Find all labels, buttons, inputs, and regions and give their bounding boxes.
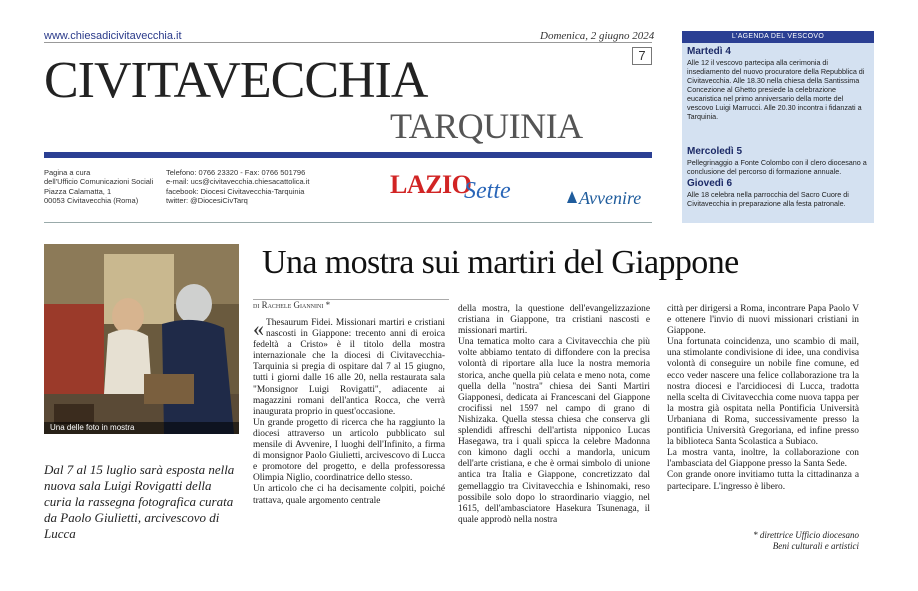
contacts-channels (166, 168, 310, 206)
contact-email[interactable]: e-mail: ucs@civitavecchia.chiesacattolica.it (166, 177, 310, 187)
paragraph: Con grande onore invitiamo tutta la cittadinanza a partecipare. L'ingresso è libero. (667, 470, 859, 492)
signature-office: Beni culturali e artistici (772, 541, 859, 551)
top-rule (44, 42, 652, 43)
photo-caption: Una delle foto in mostra (44, 422, 239, 434)
avvenire-icon (566, 190, 578, 204)
paragraph: Un grande progetto di ricerca che ha raggiunto la diocesi attraverso un articolo pubblicato sul mensile di Avvenire, I luoghi dell'Infinito, a firma di monsignor Paolo Giulietti, arcivescovo di Lucca e promotore del progetto, e della professoressa Olimpia Niglio, coordinatrice dello stesso. (253, 417, 445, 484)
contact-line: dell'Ufficio Comunicazioni Sociali (44, 177, 154, 187)
paragraph: La mostra vanta, inoltre, la collaborazione con l'ambasciata del Giappone presso la Santa Sede. (667, 448, 859, 470)
header-bottom-rule (44, 222, 652, 223)
agenda-day: Giovedì 6 (687, 178, 733, 189)
contact-line: 00053 Civitavecchia (Roma) (44, 196, 139, 206)
masthead-title: CIVITAVECCHIA (44, 52, 428, 109)
article-column-1 (253, 318, 445, 507)
byline: di Rachele Giannini * (253, 300, 331, 310)
signature-role: * direttrice Ufficio diocesano (753, 530, 859, 540)
article-column-3 (667, 304, 859, 493)
agenda-day: Martedì 4 (687, 46, 731, 57)
contact-line: Piazza Calamatta, 1 (44, 186, 112, 196)
paragraph: Una fortunata coincidenza, uno scambio di mail, una stimolante condivisione di idee, una condivisa volontà di conseguire un nobile fine comune, ed ecco veder nascere una felice collaborazione tra la nostra diocesi e l'arcidiocesi di Lucca, tradotta nella scelta di Civitavecchia come nuova tappa per la mostra già ospitata nella Pontificia Università Urbaniana di Roma, successivamente presso la pontificia Università Gregoriana, ed infine presso la biblioteca Santa Scolastica a Subiaco. (667, 337, 859, 448)
contact-phone: Telefono: 0766 23320 - Fax: 0766 501796 (166, 168, 306, 177)
agenda-day: Mercoledì 5 (687, 146, 743, 157)
masthead-bar (44, 152, 652, 158)
contact-line: Pagina a cura (44, 168, 91, 177)
author-signature (667, 530, 859, 552)
contact-facebook[interactable]: facebook: Diocesi Civitavecchia-Tarquinia (166, 186, 305, 196)
article-photo (44, 244, 239, 434)
paragraph: città per dirigersi a Roma, incontrare Papa Paolo V e ottenere l'invio di nuovi missionari cristiani in Giappone. (667, 304, 859, 337)
sette-logo: Sette (464, 178, 511, 204)
article-headline: Una mostra sui martiri del Giappone (262, 244, 739, 281)
paragraph: Una tematica molto cara a Civitavecchia che più volte abbiamo tentato di diffondere con la precisa volontà di riportare alla luce la nostra memoria storica, anche quella più celata e meno nota, come quella della "nostra" chiesa dei Santi Martiri Giapponesi, dedicata ai Francescani del Giappone crocifissi nel 1597 nel campo di grano di Nishizaka. Quella stessa chiesa che conserva gli splendidi affreschi dell'artista nipponico Lucas Hasegawa, tra i quali spicca la celebre Madonna con kimono dagli occhi a mandorla, unicum dell'arte cristiana, e che è ormai simbolo di unione antica tra Italia e Giappone, concretizzato dal gemellaggio tra Civitavecchia e Ishinomaki, reso possibile solo dopo lo straordinario viaggio, nel 1615, dell'ambasciatore Hasekura Tsunenaga, il quale approdò nella nostra (458, 337, 650, 525)
agenda-text: Alle 12 il vescovo partecipa alla cerimonia di insediamento del nuovo procuratore della Repubblica di Civitavecchia. Alle 18.30 nella chiesa della Santissima Concezione al Ghetto presiede la celebrazione eucaristica nel primo anniversario della morte del vescovo Luigi Marrucci. Alle 20.30 incontra i fidanzati a Tarquinia. (687, 58, 865, 121)
page-number: 7 (632, 47, 652, 65)
agenda-text: Alle 18 celebra nella parrocchia del Sacro Cuore di Civitavecchia in preparazione alla festa patronale. (687, 190, 849, 208)
agenda-text: Pellegrinaggio a Fonte Colombo con il clero diocesano a conclusione del percorso di formazione annuale. (687, 158, 867, 176)
opening-quote-icon: « (253, 316, 264, 341)
article-column-2 (458, 304, 650, 526)
masthead-subtitle: TARQUINIA (390, 106, 583, 146)
article-summary: Dal 7 al 15 luglio sarà esposta nella nuova sala Luigi Rovigatti della curia la rassegna fotografica curata da Paolo Giulietti, arcivescovo di Lucca (44, 462, 235, 541)
paragraph: Thesaurum Fidei. Missionari martiri e cristiani nascosti in Giappone: trecento anni di eroica fedeltà a Cristo» è il titolo della mostra internazionale che la diocesi di Civitavecchia-Tarquinia si pregia di ospitare dal 7 al 15 giugno, tutti i giorni dalle 16 alle 20, nella restaurata sala "Monsignor Luigi Rovigatti", adiacente ai magazzini romani dell'antica Rocca, che verrà inaugurata proprio in quest'occasione. (253, 318, 445, 417)
site-url[interactable]: www.chiesadicivitavecchia.it (44, 30, 182, 42)
agenda-title: L'AGENDA DEL VESCOVO (682, 31, 874, 43)
lazio-logo: LAZIO (390, 170, 472, 199)
paragraph: della mostra, la questione dell'evangelizzazione cristiana in Giappone, tra cristiani nascosti e missionari martiri. (458, 304, 650, 337)
issue-date: Domenica, 2 giugno 2024 (540, 30, 655, 42)
contacts-office (44, 168, 153, 206)
contact-twitter[interactable]: twitter: @DiocesiCivTarq (166, 196, 248, 206)
paragraph: Un articolo che ci ha decisamente colpiti, poiché trattava, quale argomento centrale (253, 484, 445, 506)
avvenire-logo: Avvenire (579, 188, 642, 208)
